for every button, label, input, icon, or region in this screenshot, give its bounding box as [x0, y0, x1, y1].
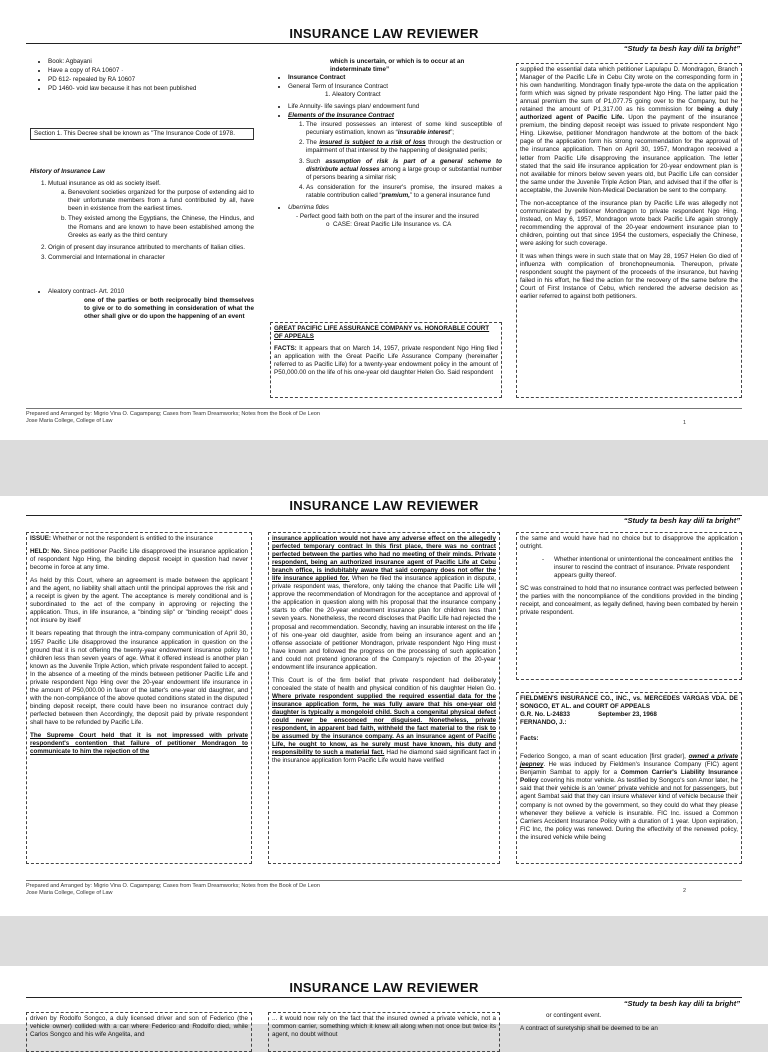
paragraph: It bears repeating that through the intra-company communication of April 30, 1957 Pacific Life disapproved the insurance application in question on the ground that it is not offering the twenty-year endowment insurance policy to children less than seven years of age. What it offered instead is another plan known as the Juvenile Triple Action, which private respondent failed to accept. In the absence of a meeting of the minds between petitioner Pacific Life and private respondent Ngo Hing over the 20-year endowment life insurance in the amount of P50,000.00 in favor of the latter's one-year old daughter, and with the non-compliance of the above quoted conditions stated in the disputed binding deposit receipt, there could have been no insurance contract duly perfected between then Accordingly, the deposit paid by private respondent shall have to be refunded by Pacific Life.	[30, 630, 248, 726]
page-title: INSURANCE LAW REVIEWER	[289, 980, 479, 995]
contract-bullets	[270, 74, 502, 120]
tagline: “Study ta besh kay dili ta bright”	[623, 999, 740, 1008]
list-item: • Life Annuity- life savings plan/ endowment fund	[288, 103, 502, 111]
list-item: 1. Mutual insurance as old as society itself. a. Benevolent societies organized for the purpose of extending aid to their unfortunate members from a fund contributed by all, have been in existence from the earliest times. b. They existed among the Egyptians, the Chinese, the Hindus, and the Romans and are known to have been established among the Greeks as early as the third century	[48, 180, 254, 239]
case-title: GREAT PACIFIC LIFE ASSURANCE COMPANY vs. HONORABLE COURT OF APPEALS	[274, 325, 490, 341]
history-heading: History of Insurance Law	[30, 168, 105, 176]
page-2	[0, 496, 768, 916]
page1-case-box	[270, 322, 502, 398]
paragraph: insurance application would not have any adverse effect on the allegedly perfected temporary contract In this first place, there was no contract perfected between the parties who had no meeting of their minds. Private respondent, being an authorized insurance agent of Pacific Life at Cebu branch office, is indubitably aware that said company does not offer the life insurance applied for. When he filed the insurance application in dispute, private respondent was, therefore, only taking the chance that Pacific Life will approve the recommendation of Mondragon for the acceptance and approval of the application in question along with his proposal that the insurance company starts to offer the 20-year endowment insurance plan for children less than seven years. Nonetheless, the record discloses that Pacific Life had rejected the proposal and recommendation. Secondly, having an insurable interest on the life of his one-year old daughter, aside from being an insurance agent and an offense associate of petitioner Mondragon, private respondent Ngo Hing must have known and followed the progress on the processing of such application and could not pretend ignorance of the Company's rejection of the 20-year endowment life insurance application.	[272, 535, 497, 671]
page-title: INSURANCE LAW REVIEWER	[289, 498, 479, 513]
footer: Prepared and Arranged by: Migrio Vina O. Cagampang; Cases from Team Dreamworks; Notes from the Book of De Leon Jose Maria College, College of Law	[26, 411, 320, 424]
case-title: FIELDMEN'S INSURANCE CO., INC., vs. MERCEDES VARGAS VDA. DE SONGCO, ET AL. and COURT OF APPEALS	[520, 695, 738, 711]
footer: Prepared and Arranged by: Migrio Vina O. Cagampang; Cases from Team Dreamworks; Notes from the Book of De Leon Jose Maria College, College of Law	[26, 883, 320, 896]
paragraph: the same and would have had no choice but to disapprove the application outright.	[520, 535, 738, 551]
page2-right-column-top	[516, 532, 742, 680]
section-box: Section 1. This Decree shall be known as "The Insurance Code of 1978.	[30, 128, 254, 140]
paragraph: This Court is of the firm belief that private respondent had deliberately concealed the state of health and physical condition of his daughter Helen Go. Where private respondent supplied the required essential data for the insurance application form, he was fully aware that his one-year old daughter is typically a mongoloid child. Such a congenital physical defect could never be ensconced nor disguised. Nonetheless, private respondent, in apparent bad faith, withheld the fact material to the risk to be assumed by the insurance company. As an insurance agent of Pacific Life, he ought to know, as he surely must have known, his duty and responsibility to such a material fact. Had he diamond said significant fact in the insurance application form Pacific Life would have verified	[272, 676, 496, 765]
aleatory-definition: one of the parties or both reciprocally bind themselves to give or to do something in consideration of what the other shall give or do upon the happening of an event	[84, 296, 254, 320]
uberrima-bullet	[270, 204, 502, 212]
history-list	[30, 180, 254, 261]
page-title: INSURANCE LAW REVIEWER	[289, 26, 479, 41]
list-item: • General Term of Insurance Contract 1. Aleatory Contract	[288, 83, 502, 99]
page2-left-column	[26, 532, 252, 864]
page-number: 1	[682, 420, 686, 426]
page3-mid-column	[268, 1012, 500, 1052]
list-item: a. Benevolent societies organized for the purpose of extending aid to their unfortunate members from a fund contributed by all, have been in existence from the earliest times.	[68, 189, 254, 213]
paragraph: The non-acceptance of the insurance plan by Pacific Life was allegedly not communicated by petitioner Mondragon to private respondent Ngo Hing. Instead, on May 6, 1957, Mondragon wrote back Pacific Life again strongly recommending the approval of the 20-year endowment insurance plan to children, pointing out that since 1954 the customers, especially the Chinese, were asking for such coverage.	[520, 199, 738, 247]
page1-left-column	[30, 58, 254, 398]
paragraph: As held by this Court, where an agreement is made between the applicant and the agent, no liability shall attach until the principal approves the risk and a receipt is given by the agent. The acceptance is merely conditional and is subordinated to the act of the company in approving or rejecting the application. Thus, in life insurance, a "binding slip" or "binding receipt" does not insure by itself	[30, 577, 248, 625]
facts-paragraph: FACTS: It appears that on March 14, 1957, private respondent Ngo Hing filed an application with the Great Pacific Life Assurance Company (hereinafter referred to as Pacific Life) for a twenty-year endowment policy in the amount of P50,000.00 on the life of his one-year old daughter Helen Go. Said respondent	[274, 345, 498, 377]
issue-paragraph: ISSUE: Whether or not the respondent is entitled to the insurance	[30, 535, 214, 542]
list-item: • Uberrima fides	[288, 204, 502, 212]
paragraph: The Supreme Court held that it is not impressed with private respondent's contention that failure of petitioner Mondragon to communicate to him the rejection of the	[30, 732, 248, 756]
list-item: • Insurance Contract	[288, 74, 502, 82]
page1-mid-column	[270, 58, 502, 298]
uberrima-sub: - Perfect good faith both on the part of the insurer and the insured	[296, 212, 479, 220]
paragraph: It was when things were in such state that on May 28, 1957 Helen Go died of influenza with complication of bronchopneumonia. Thereupon, private respondent sought the payment of the proceeds of the insurance, but having failed in his effort, he filed the action for the recovery of the same before the Court of First Instance of Cebu, which rendered the adverse decision as earlier referred to against both petitioners.	[520, 253, 738, 301]
list-item: 3. Such assumption of risk is part of a general scheme to distrixbute actual losses among a large group or substantial number of persons bearing a similar risk;	[306, 158, 502, 182]
page-number: 2	[682, 888, 686, 894]
list-item: • Aleatory contract- Art. 2010	[48, 288, 254, 296]
paragraph: or contingent event.	[546, 1012, 602, 1019]
paragraph: ... it would now rely on the fact that the insured owned a private vehicle, not a common carrier, something which it knew all along when not once but twice its agent, no doubt without	[272, 1015, 496, 1039]
facts-paragraph: Federico Songco, a man of scant education [first grader], owned a private jeepney. He was induced by Fieldmen's Insurance Company (FIC) agent Benjamin Sambat to apply for a Common Carrier's Liability Insurance Policy covering his motor vehicle. As testified by Songco's son Amor later, he said that their vehicle is an 'owner' private vehicle and not for passengers, but agent Sambat said that they can insure whatever kind of vehicle because their company is not owned by the government, so they could do what they please whenever they believe a vehicle is insurable. FIC Inc. issued a Common Carriers Accident Insurance Policy with a duration of 1 year. Upon expiration, FIC Inc, the policy was renewed. During the effectivity of the renewed policy, the insured vehicle while being	[520, 753, 739, 841]
page3-left-column	[26, 1012, 252, 1052]
list-item: • PD 1460- void law because it has not been published	[48, 85, 254, 93]
list-item: • Book: Agbayani	[48, 58, 254, 66]
footer-rule	[26, 408, 742, 409]
held-paragraph: HELD: No. Since petitioner Pacific Life disapproved the insurance application of respondent Ngo Hing, the binding deposit receipt in question had never become in force at any time.	[30, 548, 248, 572]
list-item: 1. Aleatory Contract	[332, 91, 502, 99]
list-item: 2. Origin of present day insurance attributed to merchants of Italian cities.	[48, 244, 254, 252]
title-rule	[26, 997, 742, 998]
facts-label: Facts:	[520, 735, 539, 743]
tagline: “Study ta besh kay dili ta bright”	[623, 44, 740, 53]
list-item: 2. The insured is subject to a risk of loss through the destruction or impairment of that interest by the happening of designated perils;	[306, 139, 502, 155]
footer-rule	[26, 880, 742, 881]
paragraph: SC was constrained to hold that no insurance contract was perfected between the parties with the noncompliance of the conditions provided in the binding receipt, and concealment, as legally defined, having been combated by herein private respondent.	[520, 585, 738, 617]
page-3	[0, 966, 768, 1039]
ponente: FERNANDO, J.:	[520, 719, 567, 727]
gr-number: G.R. No. L-24833 September 23, 1968	[520, 711, 657, 719]
list-item: 1. The insured possesses an interest of some kind susceptible of pecuniary estimation, known as “insurable interest”;	[306, 121, 502, 137]
paragraph: supplied the essential data which petitioner Lapulapu D. Mondragon, Branch Manager of the Pacific Life in Cebu City wrote on the corresponding form in his own handwriting. Mondragon finally type-wrote the data on the application form which was signed by private respondent Ngo Hing. The latter paid the annual premium the sum of P1,077.75 going over to the Company, but he retained the amount of P1,317.00 as his commission for being a duly authorized agent of Pacific Life. Upon the payment of the insurance premium, the binding deposit receipt was issued to private respondent Ngo Hing. Likewise, petitioner Mondragon handwrote at the bottom of the back page of the application form his strong recommendation for the approval of the insurance application. Then on April 30, 1957, Mondragon received a letter from Pacific Life disapproving the insurance application. The letter stated that the said life insurance application for 20-year endowment plan is not available for minors below seven years old, but Pacific Life can consider the same under the Juvenile Triple Action Plan, and advised that if the offer is acceptable, the Juvenile Non-Medical Declaration be sent to the company.	[520, 66, 738, 194]
intro-bullets	[30, 58, 254, 93]
page3-right-column	[520, 1012, 742, 1052]
paragraph: driven by Rodolfo Songco, a duly licensed driver and son of Federico (the vehicle owner) collided with a car where Federico and Rodolfo died, while Carlos Songco and his wife Angelita, and	[30, 1015, 248, 1039]
page2-right-column-case	[516, 692, 742, 864]
concealment-note: - Whether intentional or unintentional the concealment entitles the insurer to rescind the contract of insurance. Private respondent appears guilty thereof.	[542, 556, 734, 580]
list-item: • Elements of the Insurance Contract	[288, 112, 502, 120]
page1-right-column	[516, 63, 742, 398]
list-item: • Have a copy of RA 10607 ·	[48, 67, 254, 75]
list-item: • PD 612- repealed by RA 10607	[48, 76, 254, 84]
page-1	[0, 0, 768, 440]
uberrima-case: o CASE: Great Pacific Life Insurance vs. CA	[326, 220, 452, 228]
list-item: 4. As consideration for the insurer's promise, the insured makes a ratable contribution called “premium,” to a general insurance fund	[306, 184, 502, 200]
list-item: b. They existed among the Egyptians, the Chinese, the Hindus, and the Romans and are known to have been established among the Greeks as early as the third century	[68, 215, 254, 239]
tagline: “Study ta besh kay dili ta bright”	[623, 516, 740, 525]
aleatory-continued: which is uncertain, or which is to occur at an indeterminate time”	[330, 58, 465, 74]
aleatory-bullet	[30, 288, 254, 296]
elements-list	[270, 121, 502, 199]
page2-mid-column	[268, 532, 500, 864]
paragraph: A contract of suretyship shall be deemed to be an	[520, 1025, 658, 1033]
list-item: 3. Commercial and International in character	[48, 254, 254, 262]
